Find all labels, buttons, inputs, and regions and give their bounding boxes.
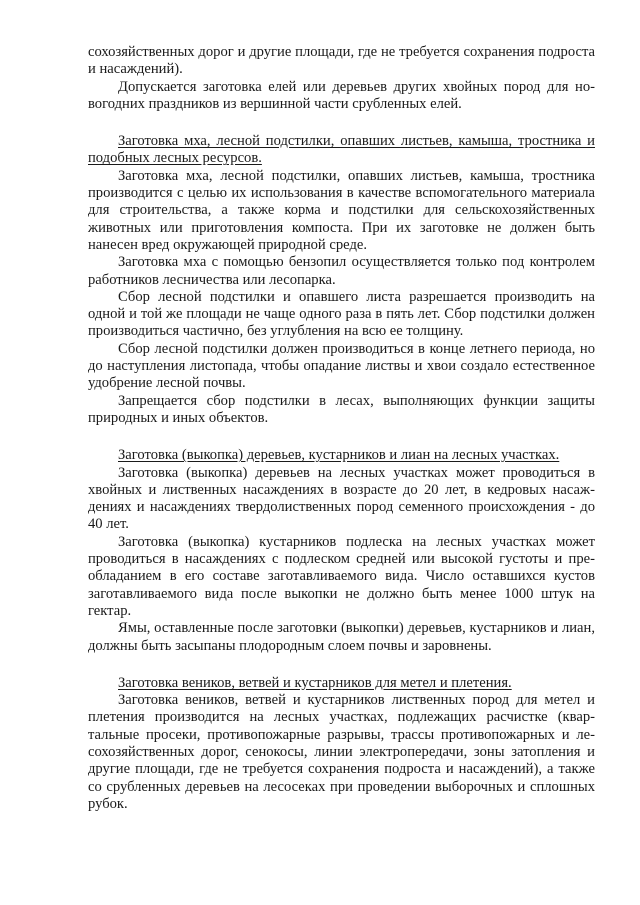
section-heading-digging: Заготовка (выкопка) деревьев, кустарников и лиан на лесных участках. (118, 447, 560, 464)
paragraph-moss-chainsaw: Заготовка мха с помощью бензопил осуществляется только под контролем работников лесничества или лесопарка. (88, 254, 595, 288)
section-gap (88, 427, 595, 447)
paragraph-continuation: сохозяйственных дорог и другие площади, где не требуется сохранения подроста и насаждений). (88, 44, 595, 78)
paragraph-litter-prohibition: Запрещается сбор подстилки в лесах, выполняющих функции защиты природных и иных объектов. (88, 392, 595, 426)
section-heading-brooms: Заготовка веников, ветвей и кустарников для метел и плетения. (118, 674, 512, 691)
paragraph-litter-frequency: Сбор лесной подстилки и опавшего листа разрешается производить на одной и той же площади не чаще одного раза в пять лет. Сбор подстилки должен производиться частично, без углубления на всю ее толщину. (88, 288, 595, 340)
paragraph-digging-shrubs: Заготовка (выкопка) кустарников подлеска на лесных участках может проводиться в насаждениях с подлеском средней или высокой густоты и преобладанием в его составе заготавливаемого вида. Число оставшихся кустов заготавливаемого вида после выкопки не должно быть менее 1000 штук на гектар. (88, 533, 595, 619)
paragraph-litter-timing: Сбор лесной подстилки должен производиться в конце летнего периода, но до наступления листопада, чтобы опадание листвы и хвои создало естественное удобрение лесной почвы. (88, 340, 595, 392)
paragraph-digging-trees: Заготовка (выкопка) деревьев на лесных участках может проводиться в хвойных и лиственных насаждениях в возрасте до 20 лет, в кедровых насаждениях и насаждениях твердолиственных пород семенного происхождения - до 40 лет. (88, 464, 595, 533)
section-gap (88, 655, 595, 675)
section-gap (88, 113, 595, 133)
paragraph-brooms: Заготовка веников, ветвей и кустарников лиственных пород для метел и плетения производится на лесных участках, подлежащих расчистке (квартальные просеки, противопожарные разрывы, трассы противопожарных и лесохозяйственных дорог, сенокосы, линии электропередачи, зоны затопления и другие площади, где не требуется сохранения подроста и насаждений), а также со срубленных деревьев на лесосеках при проведении выборочных и сплошных рубок. (88, 692, 595, 812)
paragraph-digging-pits: Ямы, оставленные после заготовки (выкопки) деревьев, кустарников и лиан, должны быть засыпаны плодородным слоем почвы и заровнены. (88, 620, 595, 654)
section-heading-moss: Заготовка мха, лесной подстилки, опавших листьев, камыша, тростника и подобных лесных ресурсов. (88, 133, 595, 167)
paragraph-moss-purpose: Заготовка мха, лесной подстилки, опавших листьев, камыша, тростника производится с целью их использования в качестве вспомогательного материала для строительства, а также корма и подстилки для сельскохозяйственных животных или приготовления компоста. При их заготовке не должен быть нанесен вред окружающей природной среде. (88, 167, 595, 253)
paragraph-new-year-trees: Допускается заготовка елей или деревьев других хвойных пород для новогодних праздников из вершинной части срубленных елей. (88, 78, 595, 112)
document-page (88, 44, 595, 813)
